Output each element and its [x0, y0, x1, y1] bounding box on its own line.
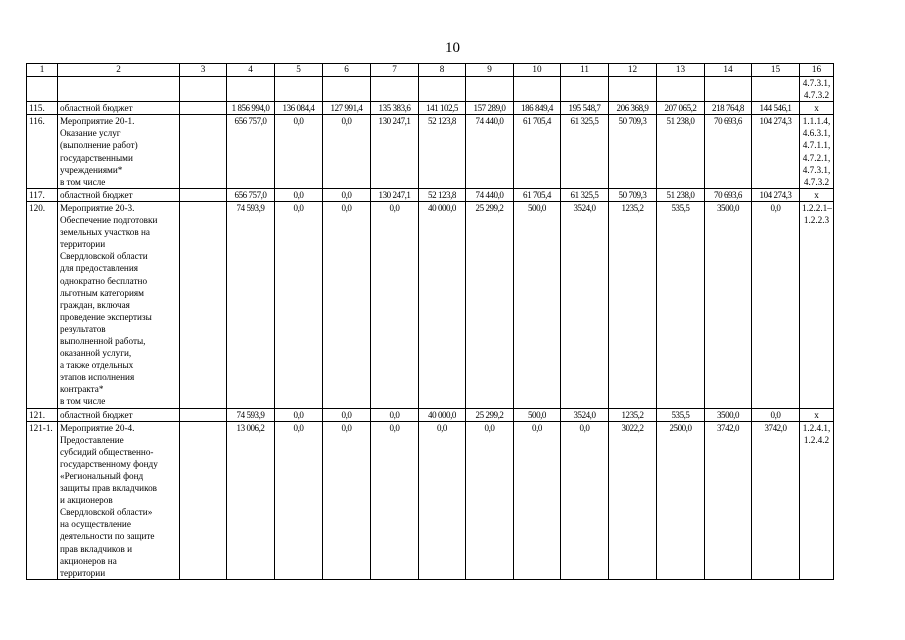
value-cell: 3022,2 — [609, 421, 657, 579]
value-cell: 104 274,3 — [752, 188, 800, 201]
value-cell: 25 299,2 — [466, 201, 514, 408]
row-number: 121. — [27, 408, 58, 421]
value-cell: 206 368,9 — [609, 102, 657, 115]
row-name: Мероприятие 20-4. Предоставление субсидий общественно- государственному фонду «Региональный фонд защиты прав вкладчиков и акционеров Свердловской области» на осуществление деятельности по защите прав вкладчиков и акционеров на территории — [58, 421, 180, 579]
value-cell: 207 065,2 — [657, 102, 705, 115]
row-name: Мероприятие 20-1. Оказание услуг (выполнение работ) государственными учреждениями* в том числе — [58, 115, 180, 189]
value-cell: 127 991,4 — [323, 102, 371, 115]
row-col3 — [180, 421, 227, 579]
value-cell: 70 693,6 — [705, 115, 752, 189]
value-cell: 3524,0 — [561, 408, 609, 421]
table-row — [27, 77, 834, 102]
column-header: 3 — [180, 64, 227, 77]
value-cell: 500,0 — [514, 201, 561, 408]
row-number: 117. — [27, 188, 58, 201]
value-cell: 0,0 — [371, 408, 419, 421]
column-header: 11 — [561, 64, 609, 77]
value-cell: 0,0 — [752, 408, 800, 421]
value-cell — [466, 77, 514, 102]
value-cell: 61 325,5 — [561, 115, 609, 189]
row-reference: x — [800, 408, 834, 421]
value-cell: 0,0 — [275, 115, 323, 189]
table-row — [27, 408, 834, 421]
value-cell: 0,0 — [466, 421, 514, 579]
value-cell: 0,0 — [323, 201, 371, 408]
value-cell: 130 247,1 — [371, 188, 419, 201]
value-cell: 0,0 — [275, 421, 323, 579]
row-col3 — [180, 408, 227, 421]
row-col3 — [180, 188, 227, 201]
value-cell: 3500,0 — [705, 408, 752, 421]
column-header: 14 — [705, 64, 752, 77]
row-col3 — [180, 115, 227, 189]
value-cell: 3742,0 — [705, 421, 752, 579]
row-col3 — [180, 77, 227, 102]
value-cell — [371, 77, 419, 102]
value-cell: 195 548,7 — [561, 102, 609, 115]
value-cell: 40 000,0 — [419, 201, 466, 408]
row-reference: 1.2.4.1, 1.2.4.2 — [800, 421, 834, 579]
column-header: 6 — [323, 64, 371, 77]
row-reference: 4.7.3.1, 4.7.3.2 — [800, 77, 834, 102]
value-cell — [514, 77, 561, 102]
value-cell: 40 000,0 — [419, 408, 466, 421]
value-cell: 104 274,3 — [752, 115, 800, 189]
row-reference: x — [800, 188, 834, 201]
value-cell: 1235,2 — [609, 408, 657, 421]
value-cell: 25 299,2 — [466, 408, 514, 421]
value-cell: 3524,0 — [561, 201, 609, 408]
table-row — [27, 102, 834, 115]
value-cell: 0,0 — [323, 115, 371, 189]
value-cell: 656 757,0 — [227, 115, 275, 189]
table-body — [27, 77, 834, 580]
value-cell: 130 247,1 — [371, 115, 419, 189]
value-cell: 51 238,0 — [657, 188, 705, 201]
value-cell — [705, 77, 752, 102]
value-cell: 50 709,3 — [609, 188, 657, 201]
value-cell: 70 693,6 — [705, 188, 752, 201]
column-header: 15 — [752, 64, 800, 77]
value-cell: 50 709,3 — [609, 115, 657, 189]
value-cell: 0,0 — [561, 421, 609, 579]
value-cell: 0,0 — [275, 408, 323, 421]
value-cell — [752, 77, 800, 102]
value-cell: 535,5 — [657, 408, 705, 421]
value-cell — [419, 77, 466, 102]
row-name: Мероприятие 20-3. Обеспечение подготовки земельных участков на территории Свердловской области для предоставления однократно бесплатно льготным категориям граждан, включая проведение экспертизы результатов выполненной работы, оказанной услуги, а также отдельных этапов исполнения контракта* в том числе — [58, 201, 180, 408]
row-col3 — [180, 201, 227, 408]
value-cell: 0,0 — [275, 201, 323, 408]
value-cell: 13 006,2 — [227, 421, 275, 579]
column-header: 5 — [275, 64, 323, 77]
value-cell: 535,5 — [657, 201, 705, 408]
row-col3 — [180, 102, 227, 115]
value-cell: 51 238,0 — [657, 115, 705, 189]
table-row — [27, 115, 834, 189]
table-row — [27, 421, 834, 579]
page-number: 10 — [445, 40, 460, 56]
value-cell: 2500,0 — [657, 421, 705, 579]
value-cell: 74 440,0 — [466, 188, 514, 201]
row-number — [27, 77, 58, 102]
value-cell: 3500,0 — [705, 201, 752, 408]
row-number: 115. — [27, 102, 58, 115]
value-cell: 0,0 — [419, 421, 466, 579]
value-cell: 0,0 — [323, 421, 371, 579]
value-cell: 1 856 994,0 — [227, 102, 275, 115]
row-name: областной бюджет — [58, 408, 180, 421]
value-cell: 0,0 — [371, 201, 419, 408]
value-cell: 186 849,4 — [514, 102, 561, 115]
value-cell: 3742,0 — [752, 421, 800, 579]
value-cell: 61 325,5 — [561, 188, 609, 201]
column-header: 4 — [227, 64, 275, 77]
row-name: областной бюджет — [58, 188, 180, 201]
value-cell: 74 440,0 — [466, 115, 514, 189]
value-cell: 144 546,1 — [752, 102, 800, 115]
column-header: 16 — [800, 64, 834, 77]
value-cell — [275, 77, 323, 102]
value-cell — [657, 77, 705, 102]
row-name — [58, 77, 180, 102]
value-cell: 135 383,6 — [371, 102, 419, 115]
column-header: 10 — [514, 64, 561, 77]
value-cell: 500,0 — [514, 408, 561, 421]
value-cell: 0,0 — [275, 188, 323, 201]
row-reference: 1.1.1.4, 4.6.3.1, 4.7.1.1, 4.7.2.1, 4.7.3.1, 4.7.3.2 — [800, 115, 834, 189]
table-row — [27, 201, 834, 408]
value-cell: 0,0 — [323, 408, 371, 421]
row-reference: x — [800, 102, 834, 115]
value-cell: 0,0 — [323, 188, 371, 201]
value-cell: 61 705,4 — [514, 188, 561, 201]
row-number: 120. — [27, 201, 58, 408]
value-cell: 52 123,8 — [419, 188, 466, 201]
value-cell: 1235,2 — [609, 201, 657, 408]
column-header: 13 — [657, 64, 705, 77]
value-cell: 52 123,8 — [419, 115, 466, 189]
table-row — [27, 188, 834, 201]
value-cell — [227, 77, 275, 102]
value-cell: 0,0 — [514, 421, 561, 579]
value-cell: 0,0 — [752, 201, 800, 408]
value-cell: 157 289,0 — [466, 102, 514, 115]
row-number: 121-1. — [27, 421, 58, 579]
row-name: областной бюджет — [58, 102, 180, 115]
value-cell: 136 084,4 — [275, 102, 323, 115]
value-cell: 218 764,8 — [705, 102, 752, 115]
column-header: 9 — [466, 64, 514, 77]
column-header: 7 — [371, 64, 419, 77]
column-header: 12 — [609, 64, 657, 77]
value-cell: 141 102,5 — [419, 102, 466, 115]
value-cell: 74 593,9 — [227, 201, 275, 408]
value-cell: 656 757,0 — [227, 188, 275, 201]
budget-table — [26, 63, 834, 580]
value-cell: 61 705,4 — [514, 115, 561, 189]
column-header: 1 — [27, 64, 58, 77]
row-reference: 1.2.2.1– 1.2.2.3 — [800, 201, 834, 408]
value-cell — [561, 77, 609, 102]
header-row — [27, 64, 834, 77]
value-cell — [609, 77, 657, 102]
column-header: 8 — [419, 64, 466, 77]
column-header: 2 — [58, 64, 180, 77]
row-number: 116. — [27, 115, 58, 189]
value-cell: 0,0 — [371, 421, 419, 579]
value-cell: 74 593,9 — [227, 408, 275, 421]
value-cell — [323, 77, 371, 102]
